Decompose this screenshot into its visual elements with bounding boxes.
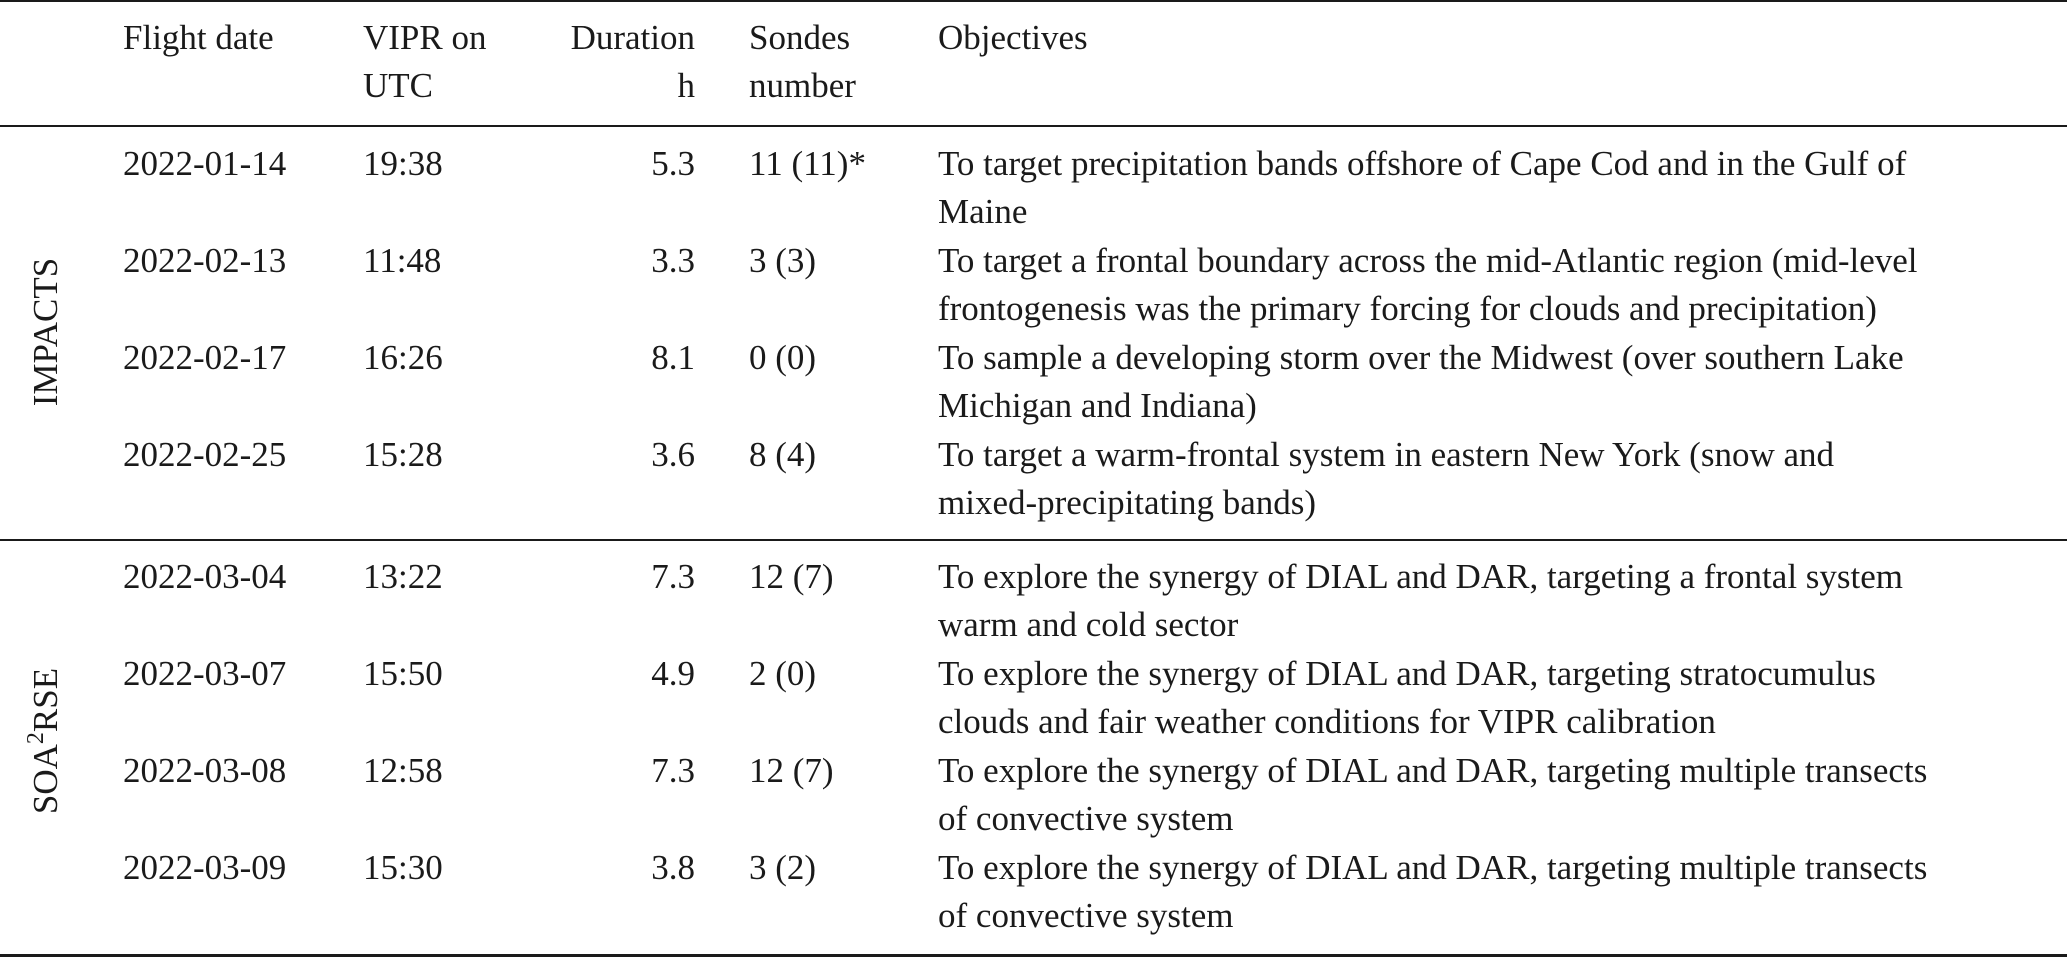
cell-sondes: 3 (3)	[749, 241, 817, 280]
header-sondes: Sondes number	[749, 18, 856, 105]
objective-line: of convective system	[938, 799, 1234, 838]
objective-line: Maine	[938, 192, 1028, 231]
cell-flight-date: 2022-02-25	[123, 435, 287, 474]
header-flight-date: Flight date	[123, 18, 274, 57]
group-label-soa2rse	[22, 668, 70, 814]
objective-line: To explore the synergy of DIAL and DAR, targeting multiple transects	[938, 848, 1928, 887]
objective-line: mixed-precipitating bands)	[938, 483, 1317, 522]
cell-duration: 4.9	[651, 654, 695, 693]
cell-sondes: 3 (2)	[749, 848, 817, 887]
cell-objective	[938, 334, 1904, 430]
objective-line: warm and cold sector	[938, 605, 1239, 644]
cell-flight-date: 2022-02-13	[123, 241, 287, 280]
cell-flight-date: 2022-02-17	[123, 338, 287, 377]
cell-vipr-time: 15:30	[363, 848, 443, 887]
cell-sondes: 8 (4)	[749, 435, 817, 474]
cell-objective	[938, 237, 1918, 333]
cell-objective	[938, 844, 1927, 940]
header-rule	[0, 125, 2067, 127]
cell-vipr-time: 12:58	[363, 751, 443, 790]
cell-objective	[938, 650, 1876, 746]
cell-objective	[938, 553, 1903, 649]
cell-objective	[938, 747, 1927, 843]
objective-line: To target a warm-frontal system in eastern New York (snow and	[938, 435, 1835, 474]
cell-sondes: 2 (0)	[749, 654, 817, 693]
cell-sondes: 12 (7)	[749, 751, 834, 790]
cell-duration: 3.3	[651, 241, 695, 280]
cell-vipr-time: 11:48	[363, 241, 442, 280]
header-duration: Duration h	[570, 18, 695, 105]
objective-line: of convective system	[938, 896, 1234, 935]
cell-duration: 5.3	[651, 144, 695, 183]
cell-objective	[938, 140, 1906, 236]
group-label-impacts	[22, 258, 70, 407]
objective-line: frontogenesis was the primary forcing for clouds and precipitation)	[938, 289, 1877, 328]
cell-vipr-time: 13:22	[363, 557, 443, 596]
group-label-text: IMPACTS	[26, 257, 65, 407]
group-label-text: SOA	[26, 744, 65, 815]
objective-line: Michigan and Indiana)	[938, 386, 1257, 425]
top-rule	[0, 0, 2067, 2]
cell-flight-date: 2022-03-07	[123, 654, 287, 693]
cell-objective	[938, 431, 1834, 527]
group-separator-rule	[0, 539, 2067, 541]
objective-line: To explore the synergy of DIAL and DAR, targeting stratocumulus	[938, 654, 1876, 693]
cell-flight-date: 2022-03-04	[123, 557, 287, 596]
cell-flight-date: 2022-03-09	[123, 848, 287, 887]
group-label-suffix: RSE	[26, 667, 65, 733]
objective-line: To sample a developing storm over the Midwest (over southern Lake	[938, 338, 1904, 377]
cell-vipr-time: 16:26	[363, 338, 443, 377]
cell-flight-date: 2022-01-14	[123, 144, 287, 183]
objective-line: clouds and fair weather conditions for VIPR calibration	[938, 702, 1716, 741]
header-vipr-on: VIPR on UTC	[363, 18, 487, 105]
cell-sondes: 0 (0)	[749, 338, 817, 377]
cell-sondes: 11 (11)*	[749, 144, 866, 183]
cell-duration: 3.8	[651, 848, 695, 887]
objective-line: To target a frontal boundary across the mid-Atlantic region (mid-level	[938, 241, 1918, 280]
cell-duration: 7.3	[651, 751, 695, 790]
cell-vipr-time: 15:28	[363, 435, 443, 474]
cell-vipr-time: 15:50	[363, 654, 443, 693]
cell-duration: 8.1	[651, 338, 695, 377]
cell-duration: 3.6	[651, 435, 695, 474]
cell-duration: 7.3	[651, 557, 695, 596]
cell-sondes: 12 (7)	[749, 557, 834, 596]
cell-vipr-time: 19:38	[363, 144, 443, 183]
objective-line: To explore the synergy of DIAL and DAR, targeting a frontal system	[938, 557, 1904, 596]
objective-line: To target precipitation bands offshore of Cape Cod and in the Gulf of	[938, 144, 1907, 183]
header-objectives: Objectives	[938, 18, 1088, 57]
objective-line: To explore the synergy of DIAL and DAR, targeting multiple transects	[938, 751, 1928, 790]
cell-flight-date: 2022-03-08	[123, 751, 287, 790]
group-label-superscript: 2	[23, 732, 49, 745]
